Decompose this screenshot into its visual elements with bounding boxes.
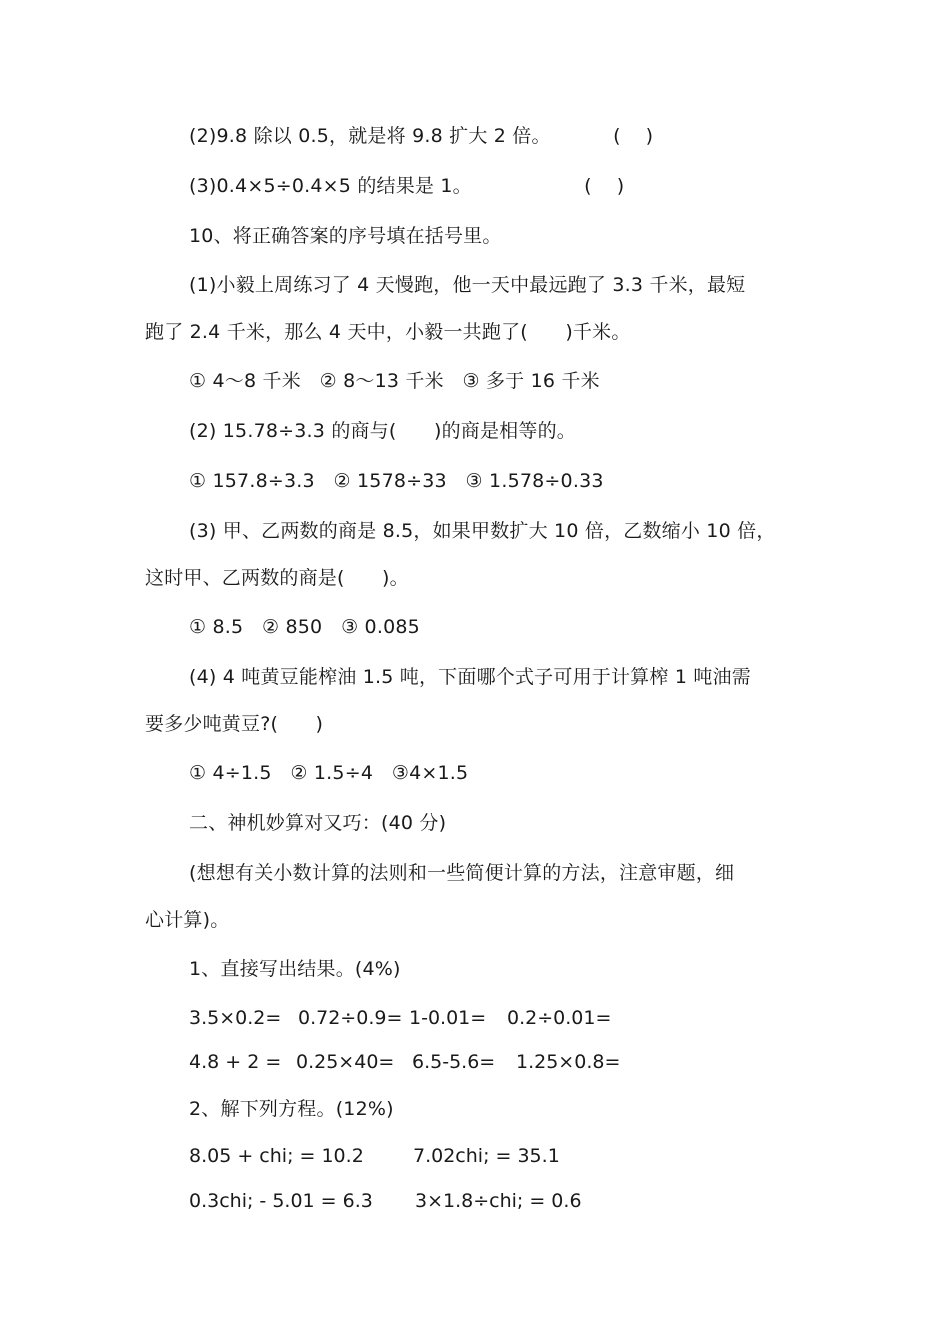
question-10-2-options: ① 157.8÷3.3 ② 1578÷33 ③ 1.578÷0.33 <box>189 470 604 492</box>
question-9-2: (2)9.8 除以 0.5，就是将 9.8 扩大 2 倍。 ( ) <box>189 125 654 147</box>
equation-item: 0.3chi; - 5.01 = 6.3 <box>189 1190 373 1212</box>
question-10-4-line2: 要多少吨黄豆?( ) <box>145 713 324 735</box>
calc-item: 0.72÷0.9= <box>298 1007 403 1029</box>
calc-item: 3.5×0.2= <box>189 1007 282 1029</box>
calc-item: 1.25×0.8= <box>516 1051 621 1073</box>
calc-item: 0.25×40= <box>296 1051 395 1073</box>
calc-item: 1-0.01= <box>409 1007 487 1029</box>
question-10-4-line1: (4) 4 吨黄豆能榨油 1.5 吨，下面哪个式子可用于计算榨 1 吨油需 <box>189 666 751 688</box>
question-10-2: (2) 15.78÷3.3 的商与( )的商是相等的。 <box>189 420 576 442</box>
question-1-heading: 1、直接写出结果。(4%) <box>189 958 401 980</box>
equation-item: 8.05 + chi; = 10.2 <box>189 1145 364 1167</box>
question-10-1-line1: (1)小毅上周练习了 4 天慢跑，他一天中最远跑了 3.3 千米，最短 <box>189 274 746 296</box>
section-2-heading: 二、神机妙算对又巧：(40 分) <box>189 812 447 834</box>
question-10-1-line2: 跑了 2.4 千米，那么 4 天中，小毅一共跑了( )千米。 <box>145 321 631 343</box>
question-10-1-options: ① 4～8 千米 ② 8～13 千米 ③ 多于 16 千米 <box>189 370 600 392</box>
question-10-4-options: ① 4÷1.5 ② 1.5÷4 ③4×1.5 <box>189 762 469 784</box>
question-2-heading: 2、解下列方程。(12%) <box>189 1098 394 1120</box>
question-10-3-line1: (3) 甲、乙两数的商是 8.5，如果甲数扩大 10 倍，乙数缩小 10 倍， <box>189 520 776 542</box>
calc-item: 4.8 + 2 = <box>189 1051 282 1073</box>
question-9-3: (3)0.4×5÷0.4×5 的结果是 1。 ( ) <box>189 175 625 197</box>
question-10-3-line2: 这时甲、乙两数的商是( )。 <box>145 567 409 589</box>
question-10-heading: 10、将正确答案的序号填在括号里。 <box>189 225 502 247</box>
equation-item: 7.02chi; = 35.1 <box>413 1145 560 1167</box>
equation-item: 3×1.8÷chi; = 0.6 <box>415 1190 582 1212</box>
section-2-note-line2: 心计算)。 <box>145 909 230 931</box>
calc-item: 6.5-5.6= <box>412 1051 496 1073</box>
calc-item: 0.2÷0.01= <box>507 1007 612 1029</box>
section-2-note-line1: (想想有关小数计算的法则和一些简便计算的方法，注意审题，细 <box>189 862 735 884</box>
question-10-3-options: ① 8.5 ② 850 ③ 0.085 <box>189 616 420 638</box>
